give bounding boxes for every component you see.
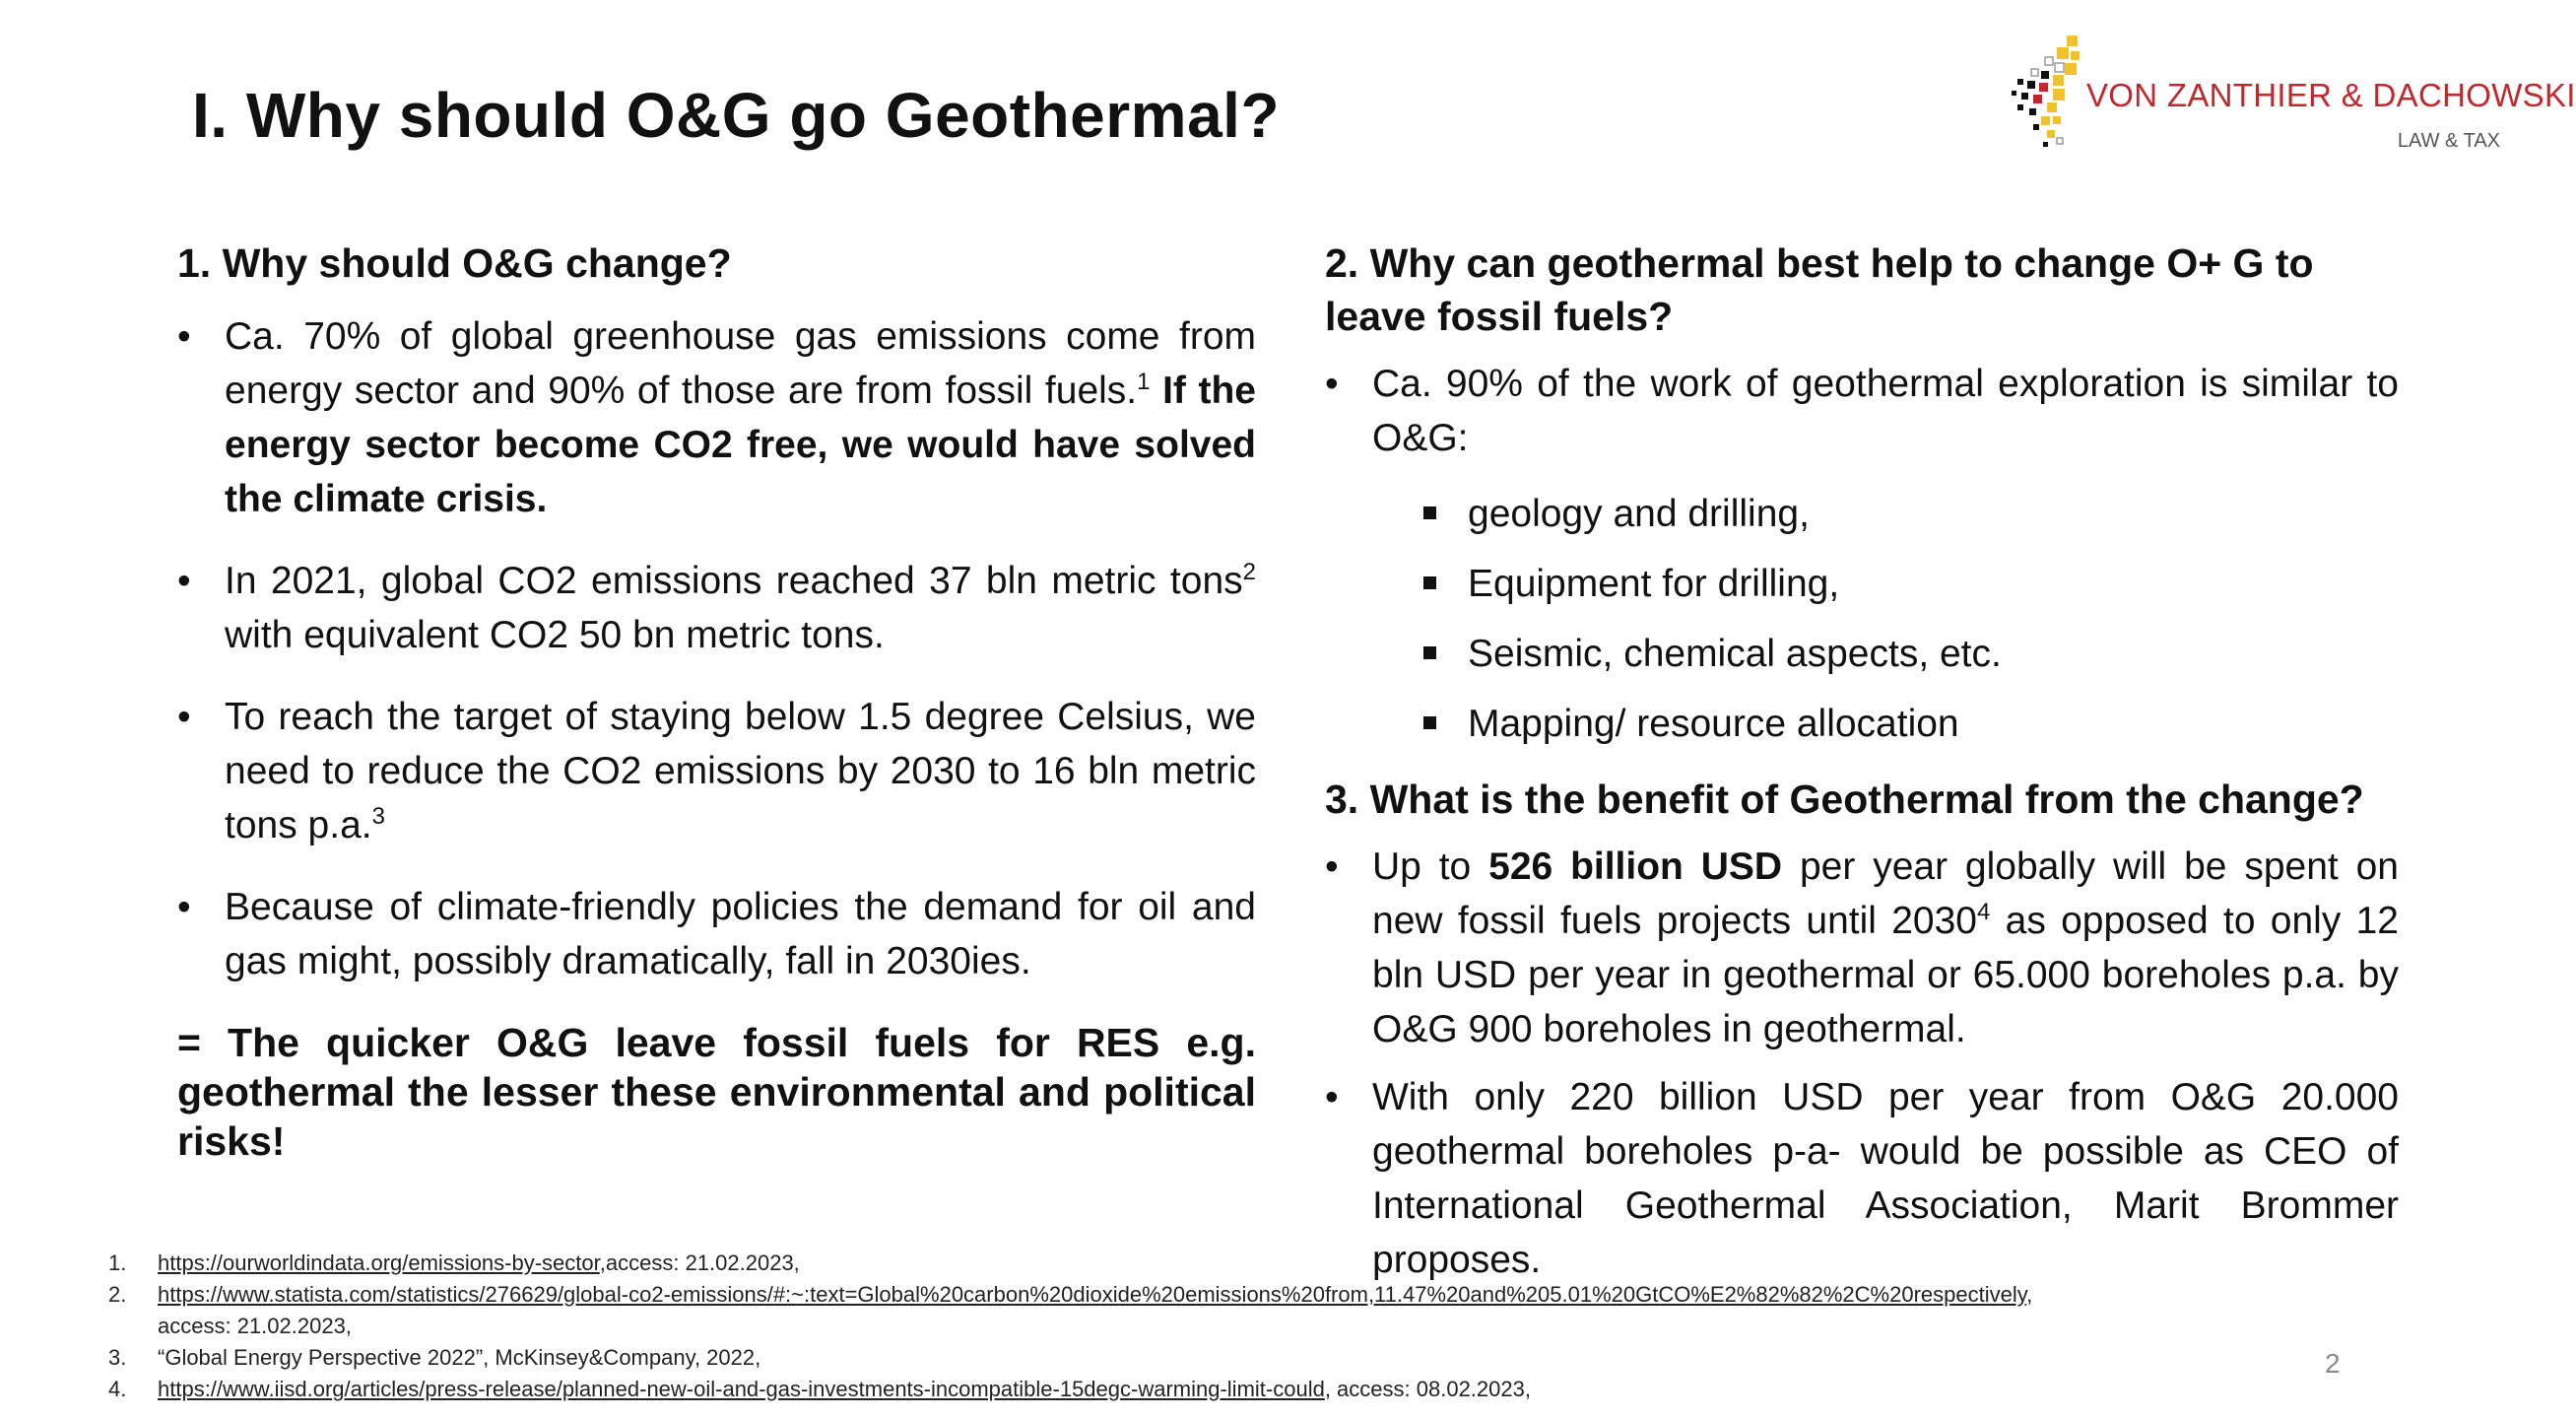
sub-bullet-item: Mapping/ resource allocation bbox=[1423, 689, 2399, 759]
footnote-number: 1. bbox=[108, 1250, 127, 1275]
footnote-link[interactable]: https://www.iisd.org/articles/press-release/planned-new-oil-and-gas-investments-incompatible-15degc-warming-limit-could bbox=[158, 1377, 1325, 1401]
left-bullet-2 bbox=[177, 554, 1256, 662]
section-heading-2: 2. Why can geothermal best help to change O+ G to leave fossil fuels? bbox=[1325, 240, 2314, 339]
footnote-number: 3. bbox=[108, 1345, 127, 1370]
bullet-bold-text: If the energy sector become CO2 free, we would have solved the climate crisis. bbox=[225, 370, 1256, 520]
logo-tagline: LAW & TAX bbox=[2397, 130, 2500, 152]
footnotes bbox=[108, 1248, 2374, 1405]
footnote-ref: 1 bbox=[1137, 369, 1151, 395]
right-bullet-list-1 bbox=[1325, 357, 2399, 465]
footnote-ref: 3 bbox=[371, 803, 385, 830]
footnote-text: access: 21.02.2023, bbox=[158, 1314, 352, 1338]
left-bullet-list bbox=[177, 309, 1256, 988]
sub-bullet-item: Equipment for drilling, bbox=[1423, 549, 2399, 619]
bullet-text: as opposed to only 12 bln USD per year in geothermal or 65.000 boreholes p.a. by O&G 900 boreholes in geothermal. bbox=[1372, 900, 2399, 1050]
page-number: 2 bbox=[2325, 1348, 2341, 1379]
left-bullet-4 bbox=[177, 880, 1256, 988]
bullet-text: Up to bbox=[1372, 845, 1489, 888]
footnote-link[interactable]: https://www.statista.com/statistics/276629/global-co2-emissions/#:~:text=Global%20carbon%20dioxide%20emissions%20from,11.47%20and%205.01%20GtCO%E2%82%82%2C%20respectively bbox=[158, 1282, 2027, 1307]
right-column bbox=[1325, 236, 2399, 1287]
footnote-item bbox=[108, 1342, 2374, 1374]
bullet-text: To reach the target of staying below 1.5 degree Celsius, we need to reduce the CO2 emissions by 2030 to 16 bln metric tons p.a. bbox=[225, 696, 1256, 846]
left-bullet-3 bbox=[177, 690, 1256, 852]
footnote-text: , access: 08.02.2023, bbox=[1324, 1377, 1531, 1401]
footnote-text: ,access: 21.02.2023, bbox=[599, 1250, 800, 1275]
footnote-number: 2. bbox=[108, 1282, 127, 1307]
bullet-text: With only 220 billion USD per year from O&G 20.000 geothermal boreholes p-a- would be possible as CEO of International Geothermal Association, Marit Brommer proposes. bbox=[1372, 1076, 2399, 1281]
conclusion-text: = The quicker O&G leave fossil fuels for RES e.g. geothermal the lesser these environmental and political risks! bbox=[177, 1020, 1256, 1164]
footnote-item bbox=[108, 1248, 2374, 1279]
right-bullet-2 bbox=[1325, 840, 2399, 1056]
sub-bullet-item: Seismic, chemical aspects, etc. bbox=[1423, 619, 2399, 689]
footnote-item bbox=[108, 1374, 2374, 1405]
bullet-bold-text: 526 billion USD bbox=[1488, 845, 1783, 888]
company-logo bbox=[2000, 30, 2576, 163]
left-bullet-1 bbox=[177, 309, 1256, 526]
footnote-text: , bbox=[2026, 1282, 2033, 1307]
section-heading-3: 3. What is the benefit of Geothermal from the change? bbox=[1325, 777, 2364, 822]
bullet-text: Because of climate-friendly policies the demand for oil and gas might, possibly dramatically, fall in 2030ies. bbox=[225, 886, 1256, 982]
sub-bullet-list bbox=[1325, 479, 2399, 759]
bullet-text: per year globally will be spent on new fossil fuels projects until 2030 bbox=[1372, 845, 2399, 942]
bullet-text: with equivalent CO2 50 bn metric tons. bbox=[225, 614, 885, 656]
footnote-item bbox=[108, 1279, 2374, 1342]
footnote-ref: 2 bbox=[1242, 559, 1256, 585]
sub-bullet-item: geology and drilling, bbox=[1423, 479, 2399, 549]
footnote-ref: 4 bbox=[1977, 899, 1991, 925]
section-heading-1: 1. Why should O&G change? bbox=[177, 240, 732, 286]
footnote-number: 4. bbox=[108, 1377, 127, 1401]
right-bullet-1 bbox=[1325, 357, 2399, 465]
footnote-text: “Global Energy Perspective 2022”, McKinsey&Company, 2022, bbox=[158, 1345, 761, 1370]
bullet-text: Ca. 90% of the work of geothermal exploration is similar to O&G: bbox=[1372, 363, 2399, 459]
logo-mark-icon bbox=[2000, 30, 2088, 158]
left-column bbox=[177, 236, 1256, 1166]
right-bullet-list-2 bbox=[1325, 840, 2399, 1287]
logo-company-name: VON ZANTHIER & DACHOWSKI bbox=[2086, 77, 2576, 113]
bullet-text: In 2021, global CO2 emissions reached 37 bln metric tons bbox=[225, 560, 1243, 602]
slide-title: I. Why should O&G go Geothermal? bbox=[192, 80, 1281, 151]
bullet-text: Ca. 70% of global greenhouse gas emissions come from energy sector and 90% of those are from fossil fuels. bbox=[225, 315, 1256, 412]
footnote-link[interactable]: https://ourworldindata.org/emissions-by-sector bbox=[158, 1250, 600, 1275]
